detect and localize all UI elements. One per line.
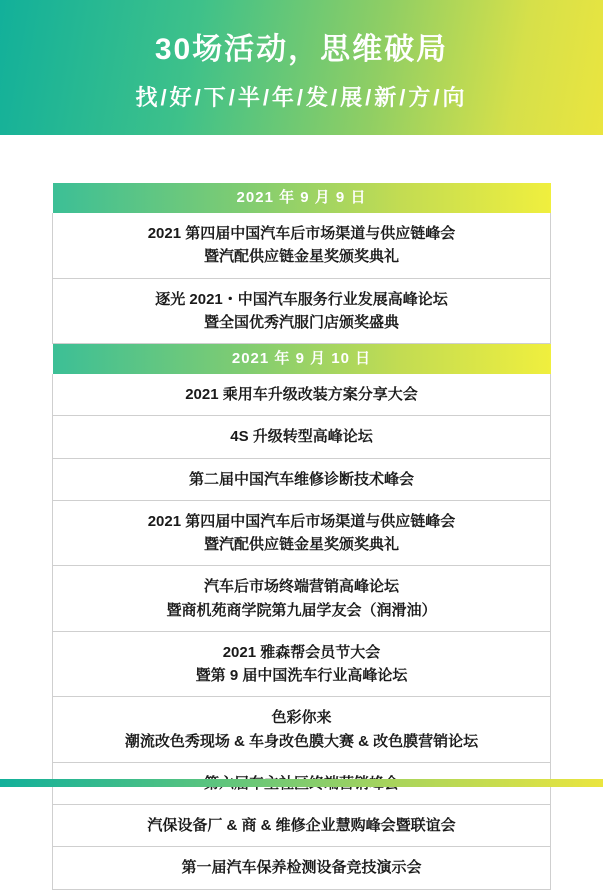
schedule-date-row <box>53 344 551 375</box>
schedule-event-line: 暨商机苑商学院第九届学友会（润滑油） <box>166 601 437 619</box>
schedule-event-cell <box>53 374 551 416</box>
schedule-event-row <box>53 697 551 763</box>
schedule-event-line: 2021 乘用车升级改装方案分享大会 <box>185 386 418 403</box>
schedule-event-cell <box>53 631 551 697</box>
schedule-event-cell <box>53 566 551 632</box>
schedule-event-line: 暨全国优秀汽服门店颁奖盛典 <box>203 313 399 331</box>
schedule-date-cell <box>53 344 551 375</box>
schedule-event-line: 暨汽配供应链金星奖颁奖典礼 <box>203 536 399 553</box>
schedule-event-cell <box>53 416 551 458</box>
schedule-event-line: 2021 第四届中国汽车后市场渠道与供应链峰会 <box>147 225 456 242</box>
schedule-event-row <box>53 416 551 458</box>
schedule-content <box>0 135 603 890</box>
bottom-gradient-strip <box>0 779 603 787</box>
schedule-event-row <box>53 458 551 500</box>
schedule-event-row <box>53 566 551 632</box>
schedule-event-row <box>53 847 551 889</box>
header-banner <box>0 0 603 135</box>
schedule-event-row <box>53 500 551 566</box>
schedule-event-cell <box>53 213 551 278</box>
schedule-event-cell <box>53 847 551 889</box>
schedule-event-line: 第二届中国汽车维修诊断技术峰会 <box>188 470 414 488</box>
schedule-event-line: 2021 第四届中国汽车后市场渠道与供应链峰会 <box>147 512 456 530</box>
schedule-date-row <box>53 183 551 213</box>
schedule-event-line: 色彩你来 <box>271 709 332 727</box>
schedule-event-row <box>53 631 551 697</box>
schedule-event-line: 汽车后市场终端营销高峰论坛 <box>203 578 399 596</box>
schedule-event-line: 暨第 9 届中国洗车行业高峰论坛 <box>195 667 408 684</box>
schedule-event-cell <box>53 278 551 344</box>
schedule-event-row <box>53 278 551 344</box>
schedule-event-cell <box>53 805 551 847</box>
schedule-event-row <box>53 213 551 278</box>
schedule-date-cell <box>53 183 551 213</box>
schedule-event-cell <box>53 458 551 500</box>
schedule-event-row <box>53 805 551 847</box>
schedule-event-line: 第一届汽车保养检测设备竞技演示会 <box>181 859 422 877</box>
schedule-date-label: 2021 年 9 月 9 日 <box>53 183 551 213</box>
banner-title: 30场活动，思维破局 <box>154 32 449 66</box>
schedule-event-line: 2021 雅森帮会员节大会 <box>222 643 381 661</box>
schedule-event-cell <box>53 500 551 566</box>
banner-subtitle: 找/好/下/半/年/发/展/新/方/向 <box>135 84 468 110</box>
schedule-event-line: 潮流改色秀现场 & 车身改色膜大赛 & 改色膜营销论坛 <box>124 732 479 750</box>
schedule-date-label: 2021 年 9 月 10 日 <box>53 344 551 374</box>
schedule-event-row <box>53 374 551 416</box>
schedule-event-line: 逐光 2021・中国汽车服务行业发展高峰论坛 <box>155 290 448 308</box>
schedule-event-cell <box>53 697 551 763</box>
schedule-event-line: 暨汽配供应链金星奖颁奖典礼 <box>203 248 399 266</box>
schedule-event-line: 4S 升级转型高峰论坛 <box>230 428 373 446</box>
schedule-event-line: 汽保设备厂 & 商 & 维修企业慧购峰会暨联谊会 <box>147 817 456 834</box>
